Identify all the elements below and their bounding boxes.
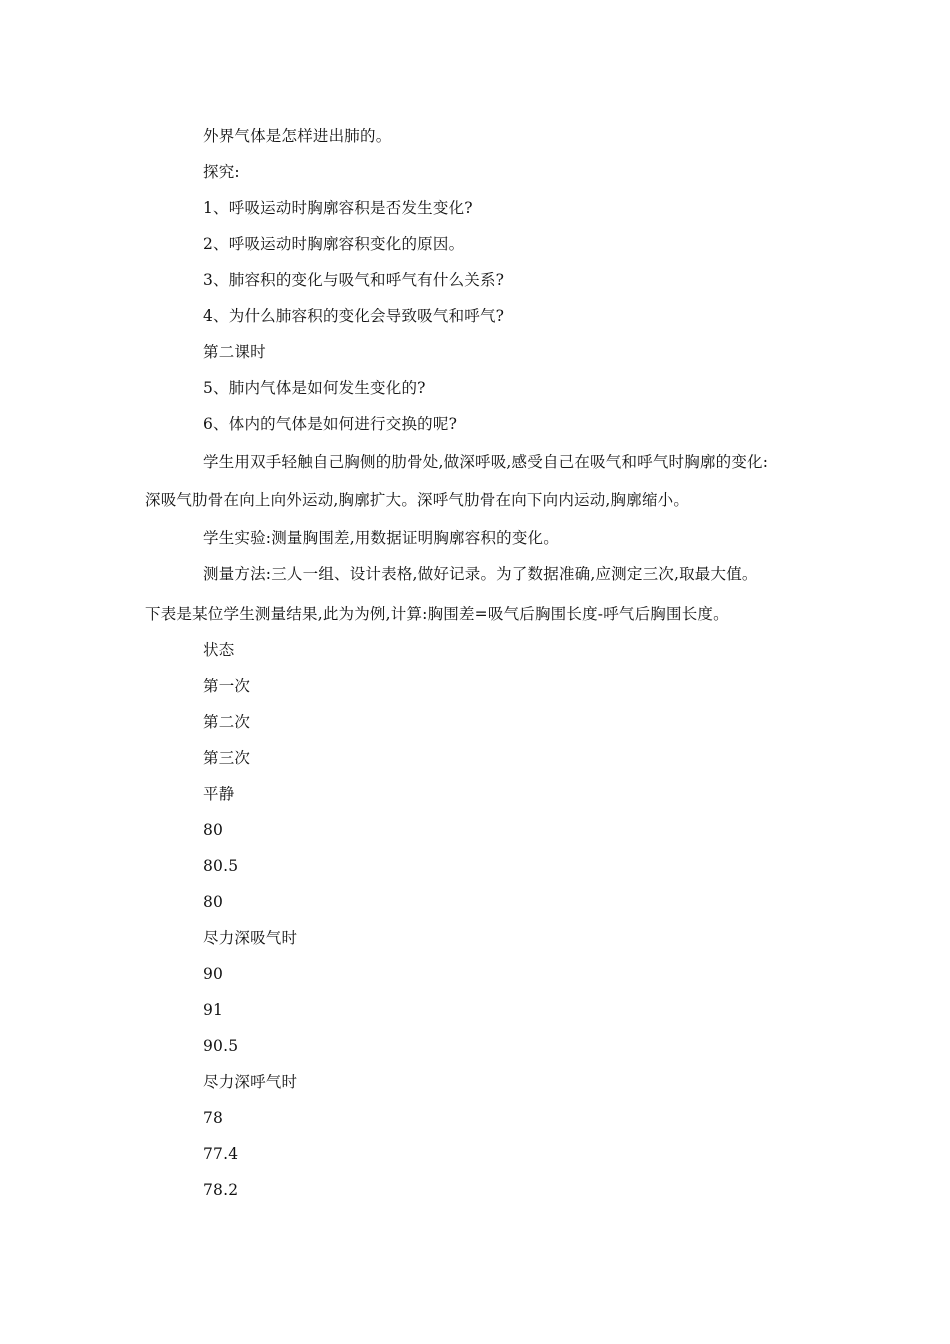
activity-paragraph-line: 学生用双手轻触自己胸侧的肋骨处,做深呼吸,感受自己在吸气和呼气时胸廓的变化: (203, 453, 769, 471)
table-cell: 78.2 (203, 1181, 239, 1199)
table-header-cell: 状态 (203, 641, 235, 659)
explore-label: 探究: (203, 163, 240, 181)
question-item: 2、呼吸运动时胸廓容积变化的原因。 (203, 235, 465, 253)
table-cell: 90.5 (203, 1037, 239, 1055)
question-item: 4、为什么肺容积的变化会导致吸气和呼气? (203, 307, 505, 325)
experiment-paragraph: 学生实验:测量胸围差,用数据证明胸廓容积的变化。 (203, 529, 559, 547)
table-cell: 77.4 (203, 1145, 239, 1163)
table-row-label: 尽力深吸气时 (203, 929, 298, 947)
section-heading: 外界气体是怎样进出肺的。 (203, 127, 392, 145)
question-item: 1、呼吸运动时胸廓容积是否发生变化? (203, 199, 473, 217)
table-cell: 78 (203, 1109, 224, 1127)
table-header-cell: 第三次 (203, 749, 251, 767)
table-row-label: 平静 (203, 785, 235, 803)
table-row-label: 尽力深呼气时 (203, 1073, 298, 1091)
question-item: 3、肺容积的变化与吸气和呼气有什么关系? (203, 271, 505, 289)
question-item: 5、肺内气体是如何发生变化的? (203, 379, 426, 397)
table-cell: 80 (203, 893, 224, 911)
table-cell: 90 (203, 965, 224, 983)
table-cell: 80.5 (203, 857, 239, 875)
method-paragraph-line: 测量方法:三人一组、设计表格,做好记录。为了数据准确,应测定三次,取最大值。 (203, 565, 758, 583)
activity-paragraph-line: 深吸气肋骨在向上向外运动,胸廓扩大。深呼气肋骨在向下向内运动,胸廓缩小。 (145, 491, 690, 509)
table-cell: 80 (203, 821, 224, 839)
table-header-cell: 第一次 (203, 677, 251, 695)
table-cell: 91 (203, 1001, 224, 1019)
lesson-title: 第二课时 (203, 343, 266, 361)
table-header-cell: 第二次 (203, 713, 251, 731)
question-item: 6、体内的气体是如何进行交换的呢? (203, 415, 458, 433)
method-paragraph-line: 下表是某位学生测量结果,此为为例,计算:胸围差=吸气后胸围长度-呼气后胸围长度。 (145, 605, 729, 623)
